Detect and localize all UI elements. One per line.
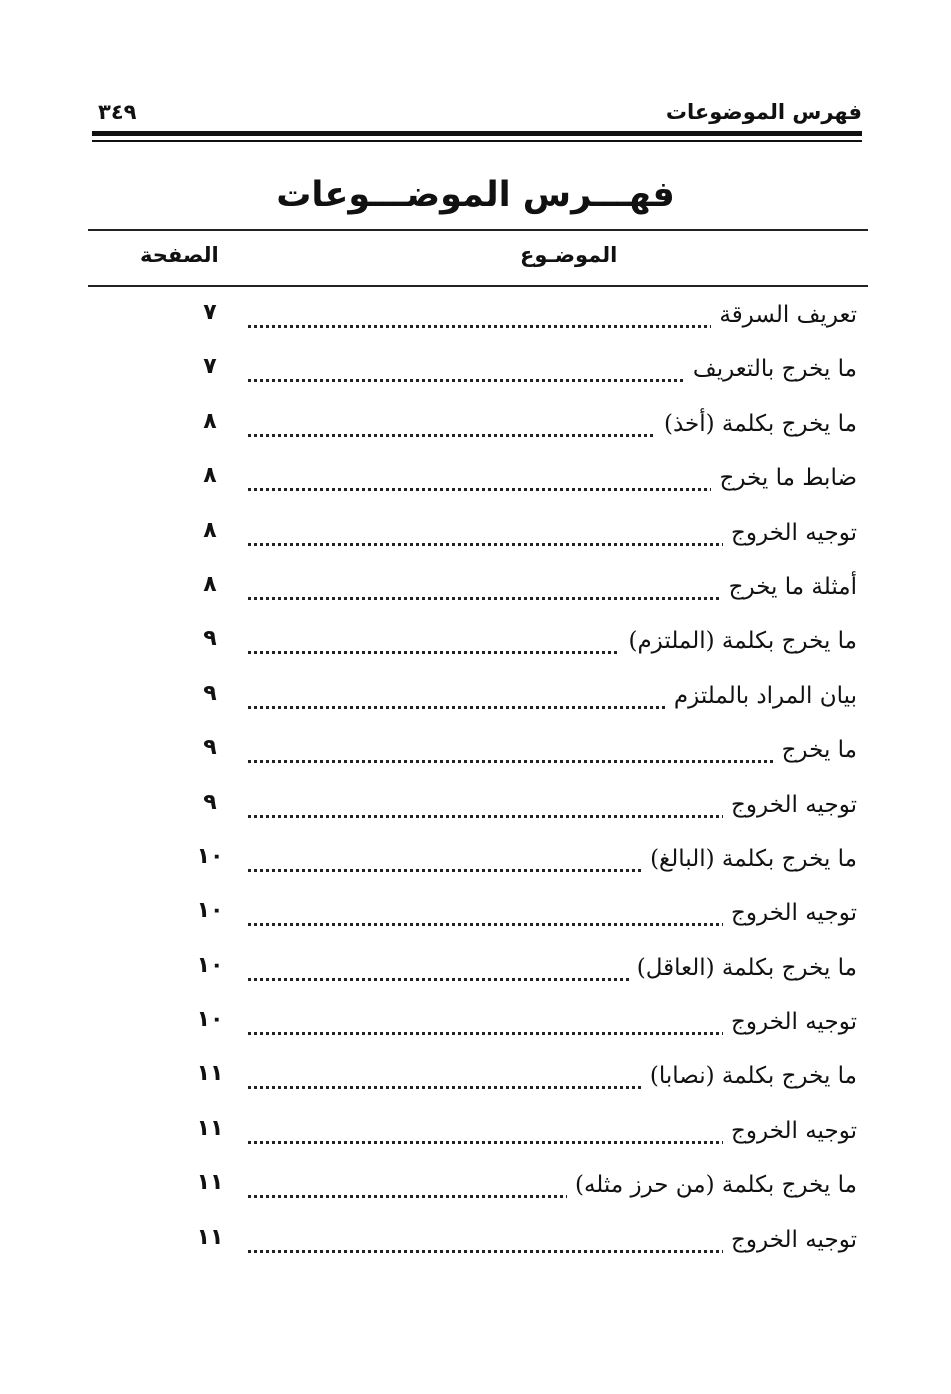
table-rule-bottom [88,285,868,287]
toc-entry-page: ٧ [203,300,217,325]
toc-entry-page: ١١ [196,1115,224,1141]
toc-entry-page: ٩ [203,789,217,815]
toc-entry-page: ٩ [203,680,217,706]
toc-entry-title: توجيه الخروج [723,792,857,818]
toc-entry-page: ١٠ [196,1007,224,1033]
toc-entry [0,1053,951,1107]
toc-entry-title: توجيه الخروج [723,900,857,926]
dot-leader [248,740,857,763]
toc-entry-page: ١٠ [196,898,224,924]
toc-entry-title: تعريف السرقة [711,302,857,328]
toc-entry-title: ما يخرج [774,737,857,763]
page-title: فهـــرس الموضـــوعات [276,175,675,215]
toc-entry [0,1217,951,1271]
toc-entry [0,510,951,564]
table-rule-top [88,229,868,231]
toc-entry [0,999,951,1053]
toc-entry-title: توجيه الخروج [723,1118,857,1144]
toc-entry-title: ما يخرج بالتعريف [685,356,857,382]
header-rule-thick [92,131,862,136]
header-rule-thin [92,140,862,142]
toc-entry-title: ما يخرج بكلمة (نصابا) [642,1063,857,1089]
toc-entry [0,346,951,400]
toc-entry [0,890,951,944]
toc-entry-page: ١١ [196,1224,224,1250]
toc-entry [0,455,951,509]
toc-entry-page: ١١ [196,1170,224,1196]
toc-entry-page: ٨ [203,408,217,434]
toc-entry-title: توجيه الخروج [723,520,857,546]
toc-entry-page: ١٠ [196,952,224,978]
toc-entries [0,292,951,1271]
toc-entry-title: توجيه الخروج [723,1227,857,1253]
toc-entry [0,401,951,455]
toc-entry-title: ما يخرج بكلمة (أخذ) [656,411,857,437]
toc-entry [0,618,951,672]
toc-entry-title: ما يخرج بكلمة (من حرز مثله) [567,1172,857,1198]
toc-entry [0,564,951,618]
toc-entry-title: توجيه الخروج [723,1009,857,1035]
toc-entry-page: ٩ [203,735,217,761]
toc-entry [0,292,951,346]
toc-entry [0,673,951,727]
column-header-page: الصفحة [140,243,219,267]
toc-entry-title: ضابط ما يخرج [711,465,857,491]
toc-entry-page: ٩ [203,626,217,652]
running-title: فهرس الموضوعات [665,100,862,124]
toc-entry-title: ما يخرج بكلمة (العاقل) [629,955,857,981]
toc-entry-page: ١١ [196,1061,224,1087]
toc-entry-page: ٨ [203,463,217,489]
toc-entry-page: ١٠ [196,843,224,869]
toc-entry-title: ما يخرج بكلمة (الملتزم) [620,628,857,654]
toc-entry [0,945,951,999]
toc-entry [0,1162,951,1216]
toc-entry-page: ٨ [203,571,217,597]
toc-entry-title: أمثلة ما يخرج [721,574,857,600]
toc-entry [0,727,951,781]
toc-entry [0,1108,951,1162]
toc-entry [0,782,951,836]
toc-entry-title: ما يخرج بكلمة (البالغ) [642,846,857,872]
toc-entry-page: ٨ [203,517,217,543]
toc-entry-page: ٧ [203,354,217,380]
column-header-topic: الموضـوع [520,243,618,267]
page-number: ٣٤٩ [98,100,137,124]
toc-entry-title: بيان المراد بالملتزم [666,683,857,709]
running-header [92,96,862,132]
toc-entry [0,836,951,890]
